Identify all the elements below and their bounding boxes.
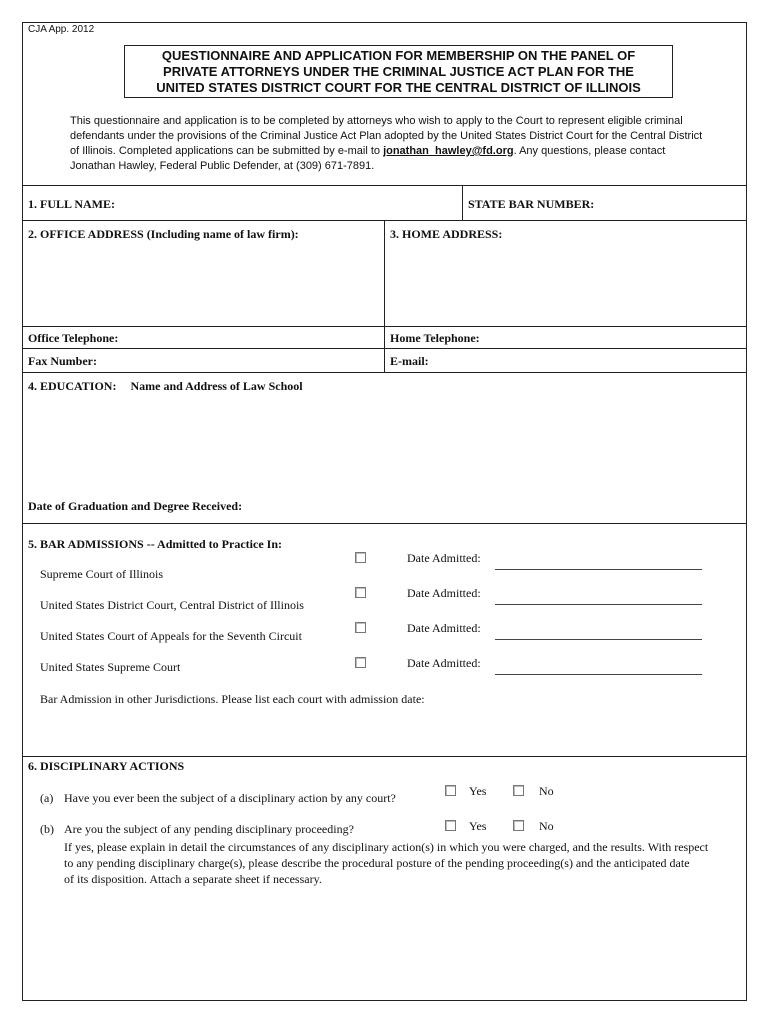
no-label: No [539,819,554,833]
other-jurisdictions-label: Bar Admission in other Jurisdictions. Please list each court with admission date: [40,692,425,706]
court-label: United States Court of Appeals for the Seventh Circuit [40,629,302,643]
title-line-3: UNITED STATES DISTRICT COURT FOR THE CENTRAL DISTRICT OF ILLINOIS [156,80,641,95]
yes-label: Yes [469,784,487,798]
yes-label: Yes [469,819,487,833]
divider [384,220,385,372]
court-checkbox[interactable] [355,657,366,668]
question-a-yes-checkbox[interactable] [445,785,456,796]
state-bar-number-field[interactable] [606,190,742,216]
intro-line-2: defendants under the provisions of the Criminal Justice Act Plan adopted by the United States District Court for the Central District [70,130,703,142]
other-jurisdictions-field[interactable] [40,710,740,754]
graduation-field[interactable] [258,494,742,516]
law-school-field[interactable] [28,396,742,488]
no-label: No [539,784,554,798]
title-line-2: PRIVATE ATTORNEYS UNDER THE CRIMINAL JUSTICE ACT PLAN FOR THE [163,64,634,79]
question-a-letter: (a) [40,791,54,805]
date-admitted-label: Date Admitted: [407,656,481,670]
contact-email-link[interactable]: jonathan_hawley@fd.org [383,145,514,157]
divider [22,185,747,186]
home-address-label: 3. HOME ADDRESS: [390,227,503,241]
title-line-1: QUESTIONNAIRE AND APPLICATION FOR MEMBERSHIP ON THE PANEL OF [161,48,636,63]
intro-text [70,114,735,174]
divider [462,185,463,220]
date-admitted-label: Date Admitted: [407,551,481,565]
explanation-instructions: If yes, please explain in detail the circumstances of any disciplinary action(s) in which you were charged, and the results. With respect to any pending disciplinary charge(s), please describe the procedural posture of the pending proceeding(s) and the anticipated date of its disposition. Attach a separate sheet if necessary. [64,840,709,886]
home-telephone-field[interactable] [490,328,742,346]
question-b-no-checkbox[interactable] [513,820,524,831]
date-admitted-label: Date Admitted: [407,621,481,635]
form-title [124,45,673,98]
intro-line-4: Jonathan Hawley, Federal Public Defender, at (309) 671-7891. [70,160,375,172]
intro-line-3: of Illinois. Completed applications can be submitted by e-mail to jonathan_hawley@fd.org. Any questions, please contact [70,145,666,157]
date-admitted-label: Date Admitted: [407,586,481,600]
office-address-label: 2. OFFICE ADDRESS (Including name of law firm): [28,227,299,241]
explanation-field[interactable] [40,892,740,992]
fax-number-label: Fax Number: [28,354,97,368]
question-a-no-checkbox[interactable] [513,785,524,796]
date-admitted-line[interactable] [495,569,702,570]
date-admitted-line[interactable] [495,639,702,640]
divider [22,523,747,524]
court-label: United States District Court, Central District of Illinois [40,598,304,612]
divider [22,372,747,373]
education-heading: 4. EDUCATION: Name and Address of Law School [28,379,303,393]
divider [22,756,747,757]
graduation-label: Date of Graduation and Degree Received: [28,499,243,513]
fax-number-field[interactable] [110,350,380,370]
court-label: United States Supreme Court [40,660,181,674]
home-telephone-label: Home Telephone: [390,331,480,345]
email-field[interactable] [440,350,742,370]
full-name-label: 1. FULL NAME: [28,197,115,211]
court-checkbox[interactable] [355,552,366,563]
home-address-field[interactable] [390,244,742,324]
date-admitted-line[interactable] [495,674,702,675]
office-address-field[interactable] [28,244,378,324]
bar-admissions-heading: 5. BAR ADMISSIONS -- Admitted to Practice In: [28,537,282,551]
question-b-letter: (b) [40,822,54,836]
disciplinary-heading: 6. DISCIPLINARY ACTIONS [28,759,185,773]
court-label: Supreme Court of Illinois [40,567,163,581]
court-checkbox[interactable] [355,622,366,633]
form-id: CJA App. 2012 [28,24,95,35]
court-checkbox[interactable] [355,587,366,598]
full-name-field[interactable] [150,190,458,216]
email-label: E-mail: [390,354,429,368]
office-telephone-label: Office Telephone: [28,331,119,345]
date-admitted-line[interactable] [495,604,702,605]
divider [22,326,747,327]
office-telephone-field[interactable] [135,328,380,346]
divider [22,348,747,349]
question-b-yes-checkbox[interactable] [445,820,456,831]
intro-line-1: This questionnaire and application is to be completed by attorneys who wish to apply to the Court to represent eligible criminal [70,115,683,127]
question-b-text: Are you the subject of any pending disciplinary proceeding? [64,822,354,836]
state-bar-number-label: STATE BAR NUMBER: [468,197,595,211]
question-a-text: Have you ever been the subject of a disciplinary action by any court? [64,791,396,805]
